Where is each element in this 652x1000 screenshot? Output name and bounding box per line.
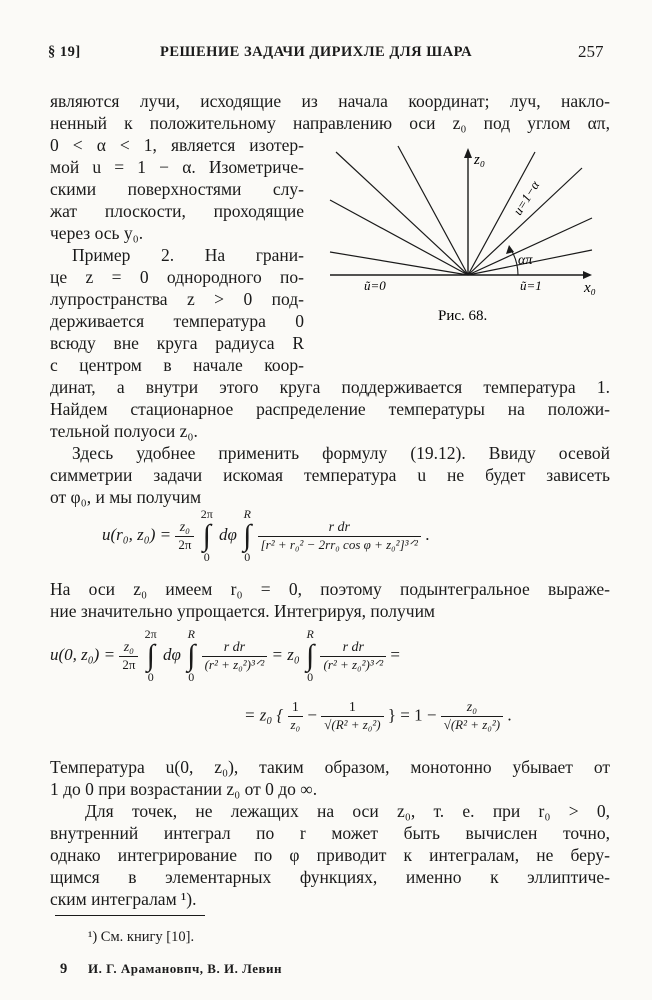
body-line: мой u = 1 − α. Изометриче- [50, 157, 304, 177]
body-line: симметрии задачи искомая температура u не будет зависеть [50, 465, 610, 485]
body-line: ненный к положительному направлению оси z₀ под углом απ, [50, 113, 610, 133]
body-line: На оси z₀ имеем r₀ = 0, поэтому подынтегральное выраже- [50, 579, 610, 599]
coef-numerator: z₀ [175, 520, 194, 537]
right-boundary-label: ũ=1 [520, 278, 542, 293]
body-line: являются лучи, исходящие из начала координат; луч, накло- [50, 91, 610, 111]
formula-2-lhs: u(0, z₀) = [50, 644, 116, 664]
page-number: 257 [578, 42, 604, 61]
dphi: dφ [219, 524, 237, 544]
body-line: внутренний интеграл по r может быть вычислен точно, [50, 823, 610, 843]
body-line: жат плоскости, проходящие [50, 201, 304, 221]
body-line: Температура u(0, z₀), таким образом, монотонно убывает от [50, 757, 610, 777]
body-line: скими поверхностями слу- [50, 179, 304, 199]
integral-r: R ∫ 0 [243, 507, 252, 564]
formula-1: u(r₀, z₀) = $\frac{\text{z₀}}{2\pi}$ 2π ∫ 0 dφ R ∫ 0 $\frac{\text{r dr}}{\text{[r² + r₀² − 2rr₀ cos φ + z₀²]³ᐟ²}}$ . [102, 507, 430, 564]
body-line: динат, а внутри этого круга поддерживается температура 1. [50, 377, 610, 397]
integral-phi: 2π ∫ 0 [200, 507, 213, 564]
body-line: Здесь удобнее применить формулу (19.12). Ввиду осевой [72, 443, 610, 463]
angle-label: απ [518, 253, 533, 268]
body-line: всюду вне круга радиуса R [50, 333, 304, 353]
running-title: РЕШЕНИЕ ЗАДАЧИ ДИРИХЛЕ ДЛЯ ШАРА [160, 44, 473, 60]
integrand-denominator: [r² + r₀² − 2rr₀ cos φ + z₀²]³ᐟ² [260, 536, 418, 552]
body-line: ние значительно упрощается. Интегрируя, получим [50, 601, 436, 621]
body-line: Для точек, не лежащих на оси z₀, т. е. при r₀ > 0, [85, 801, 610, 821]
body-line: с центром в начале коор- [50, 355, 304, 375]
body-line: щимся в элементарных функциях, именно к эллиптиче- [50, 867, 610, 887]
ray-label: u=1−α [509, 177, 543, 218]
footnote-rule [55, 915, 205, 916]
body-line: 0 < α < 1, является изотер- [50, 135, 304, 155]
x-axis-label: x₀ [584, 280, 596, 296]
x-axis-arrow [583, 271, 592, 279]
body-line: держивается температура 0 [50, 311, 304, 331]
body-line: через ось y₀. [50, 223, 144, 243]
formula-2: u(0, z₀) = $\frac{\text{z₀}}{2\pi}$ 2π ∫ 0 dφ R ∫ 0 $\frac{\text{r dr}}{\text{(r² + z₀²)³ᐟ²}}$ = z₀ R ∫ 0 $\frac{\text{r dr}}{\text{(r² + z₀²)³ᐟ²}}$ = [50, 627, 400, 684]
signature-number: 9 [60, 961, 68, 977]
formula-3: = z₀ { $\frac{1}{\text{z₀}}$ − $\frac{1}{\text{√(R² + z₀²)}}$ } = 1 − $\frac{\text{z₀}}{\text{√(R² + z₀²)}}$ . [244, 700, 512, 732]
figure-caption: Рис. 68. [438, 308, 488, 324]
formula-1-lhs: u(r₀, z₀) = [102, 524, 172, 544]
figure-68 [320, 140, 610, 330]
body-line: 1 до 0 при возрастании z₀ от 0 до ∞. [50, 779, 318, 799]
body-line: ским интегралам ¹). [50, 889, 197, 909]
left-boundary-label: ũ=0 [364, 278, 386, 293]
signature-authors: И. Г. Арамановпч, В. И. Левин [88, 961, 282, 976]
z-axis-label: z₀ [474, 152, 486, 168]
body-line: Найдем стационарное распределение температуры на положи- [50, 399, 610, 419]
example-heading: Пример 2. На грани- [72, 245, 304, 265]
body-line: от φ₀, и мы получим [50, 487, 202, 507]
footnote: ¹) См. книгу [10]. [88, 929, 195, 945]
body-line: однако интегрирование по φ приводит к интегралам, не беру- [50, 845, 610, 865]
section-marker: § 19] [48, 44, 81, 60]
body-line: тельной полуоси z₀. [50, 421, 198, 441]
z-axis-arrow [464, 148, 472, 158]
body-line: лупространства z > 0 под- [50, 289, 304, 309]
body-line: це z = 0 однородного по- [50, 267, 304, 287]
coef-denominator: 2π [178, 536, 192, 552]
integrand-numerator: r dr [258, 520, 421, 537]
